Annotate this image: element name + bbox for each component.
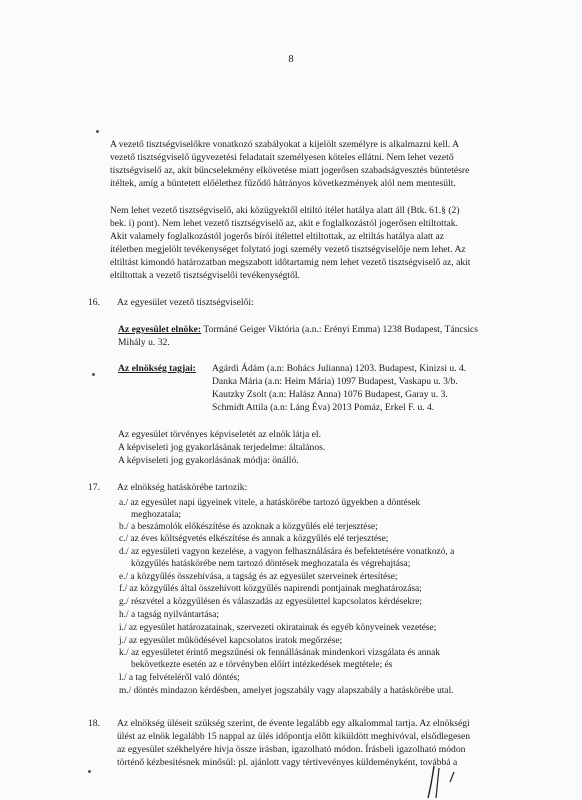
section-number: 18.: [88, 718, 100, 729]
duty-item: [119, 672, 549, 684]
president-line-2: Mihály u. 32.: [118, 337, 170, 348]
president-line: [118, 323, 550, 336]
board-label: Az elnökség tagjai:: [118, 363, 196, 374]
text-line: vezető tisztségviselő ügyvezetési feladatait személyesen köteles ellátni. Nem lehet vezető: [110, 152, 454, 163]
president-details: Tormáné Geiger Viktória (a.n.: Erényi Emma) 1238 Budapest, Táncsics: [201, 324, 479, 335]
duty-item: [119, 635, 549, 647]
duty-text: d./ az egyesületi vagyon kezelése, a vagyon felhasználására és befektetésére vonatkozó, a: [119, 547, 455, 557]
text-line: A képviseleti jog gyakorlásának terjedelme: általános.: [118, 442, 326, 453]
board-member: Agárdi Ádám (a.n: Bohács Julianna) 1203. Budapest, Kinizsi u. 4.: [212, 363, 467, 374]
duty-text-continued: meghozatala;: [131, 510, 181, 520]
text-line: Az egyesület törvényes képviseletét az elnök látja el.: [118, 429, 321, 440]
text-line: Az elnökség üléseit szükség szerint, de évente legalább egy alkalommal tartja. Az elnökségi: [117, 718, 470, 729]
text-line: bek. i) pont). Nem lehet vezető tisztségviselő az, akit e foglalkozástól jogerősen eltiltottak.: [110, 218, 458, 229]
text-line: az egyesület székhelyére hívja össze írásban, igazolható módon. Írásbeli igazolható módon: [117, 744, 466, 755]
duty-text: i./ az egyesület határozatainak, szervezeti okiratainak és egyéb könyveinek vezetése;: [119, 623, 437, 633]
duty-item: [119, 685, 549, 697]
representation-block: [118, 428, 550, 467]
text-line: A képviseleti jog gyakorlásának módja: önálló.: [118, 455, 299, 466]
duty-text: a./ az egyesület napi ügyeinek vitele, a hatáskörébe tartozó ügyekben a döntések: [119, 498, 421, 508]
text-line: A vezető tisztségviselőkre vonatkozó szabályokat a kijelölt személyre is alkalmazni kell. A: [110, 139, 459, 150]
duty-text: l./ a tag felvételéről való döntés;: [119, 673, 240, 683]
text-line: ülést az elnök legalább 15 nappal az ülés időpontja előtt kiküldött meghívóval, elsődlegesen: [117, 731, 471, 742]
board-member: Danka Mária (a.n: Heim Mária) 1097 Budapest, Vaskapu u. 3/b.: [212, 376, 458, 387]
duty-text-continued: közgyűlés hatáskörébe nem tartozó döntések meghozatala és végrehajtása;: [131, 559, 411, 569]
duty-item: [119, 521, 549, 533]
signature-mark: [410, 762, 470, 800]
duty-item: [119, 596, 549, 608]
text-line: Nem lehet vezető tisztségviselő, aki közügyektől eltiltó ítélet hatálya alatt áll (Btk. 61.§ (2): [110, 205, 460, 216]
text-line: eltiltottak a vezető tisztségviselői tevékenységtől.: [110, 270, 300, 281]
board-members-list: [212, 362, 552, 414]
paragraph-eligibility: [110, 138, 550, 190]
duty-text: k./ az egyesületet érintő megszűnési ok fennállásának mindenkori vizsgálata és annak: [119, 648, 440, 658]
president-entry: [118, 323, 550, 349]
text-line: tisztségviselő az, akit bűncselekmény elkövetése miatt jogerősen szabadságvesztés büntetésre: [110, 165, 470, 176]
duty-item: [119, 497, 549, 521]
text-line: történő kézbesítésnek minősül: pl. ajánlott vagy tértivevényes küldeményként, továbbá a: [117, 757, 458, 768]
board-member: Kautzky Zsolt (a.n: Halász Anna) 1076 Budapest, Garay u. 3.: [212, 389, 448, 400]
duty-text: j./ az egyesület működésével kapcsolatos iratok megőrzése;: [119, 636, 343, 646]
paragraph-board-meetings: [117, 717, 551, 769]
text-line: ítéltek, amíg a büntetett előélethez fűződő hátrányos következmények alól nem mentesült.: [110, 178, 456, 189]
duty-text: e./ a közgyűlés összehívása, a tagság és az egyesület szerveinek értesítése;: [119, 572, 398, 582]
duty-text: c./ az éves költségvetés elkészítése és annak a közgyűlés elé terjesztése;: [119, 534, 389, 544]
duty-item: [119, 622, 549, 634]
duty-text: b./ a beszámolók előkészítése és azoknak a közgyűlés elé terjesztése;: [119, 522, 378, 532]
margin-mark: [88, 770, 91, 773]
duty-text: f./ az közgyűlés által összehívott közgyűlés napirendi pontjainak meghatározása;: [119, 584, 422, 594]
duty-item: [119, 571, 549, 583]
duty-item: [119, 647, 549, 671]
duty-item: [119, 546, 549, 570]
board-member: Schmidt Attila (a.n: Láng Éva) 2013 Pomáz, Erkel F. u. 4.: [212, 402, 435, 413]
margin-mark: [92, 373, 95, 376]
duty-item: [119, 533, 549, 545]
section-number: 17.: [88, 482, 100, 493]
duty-text: m./ döntés mindazon kérdésben, amelyet jogszabály vagy alapszabály a hatáskörébe utal.: [119, 686, 454, 696]
duty-text-continued: bekövetkezte esetén az e törvényben előírt intézkedések megtétele; és: [131, 660, 393, 670]
duty-text: h./ a tagság nyilvántartása;: [119, 610, 219, 620]
duty-item: [119, 583, 549, 595]
section-title: Az egyesület vezető tisztségviselői:: [117, 297, 254, 308]
text-line: Akit valamely foglalkozástól jogerős bírói ítélettel eltiltottak, az eltiltás hatálya alatt az: [110, 231, 445, 242]
duty-text: g./ részvétel a közgyűlésen és válaszadás az egyesülettel kapcsolatos kérdésekre;: [119, 597, 422, 607]
president-label: Az egyesület elnöke:: [118, 324, 202, 335]
paragraph-disqualification: [110, 204, 550, 282]
text-line: eltiltást kimondó határozatban megszabott időtartamig nem lehet vezető tisztségviselő az, akit: [110, 257, 471, 268]
text-line: ítéletben megjelölt tevékenységet folytató jogi személy vezető tisztségviselője nem lehet. Az: [110, 244, 466, 255]
duty-item: [119, 609, 549, 621]
section-number: 16.: [88, 297, 100, 308]
section-title: Az elnökség hatáskörébe tartozik:: [117, 482, 248, 493]
page-number: 8: [288, 54, 294, 65]
margin-mark: [96, 130, 99, 133]
